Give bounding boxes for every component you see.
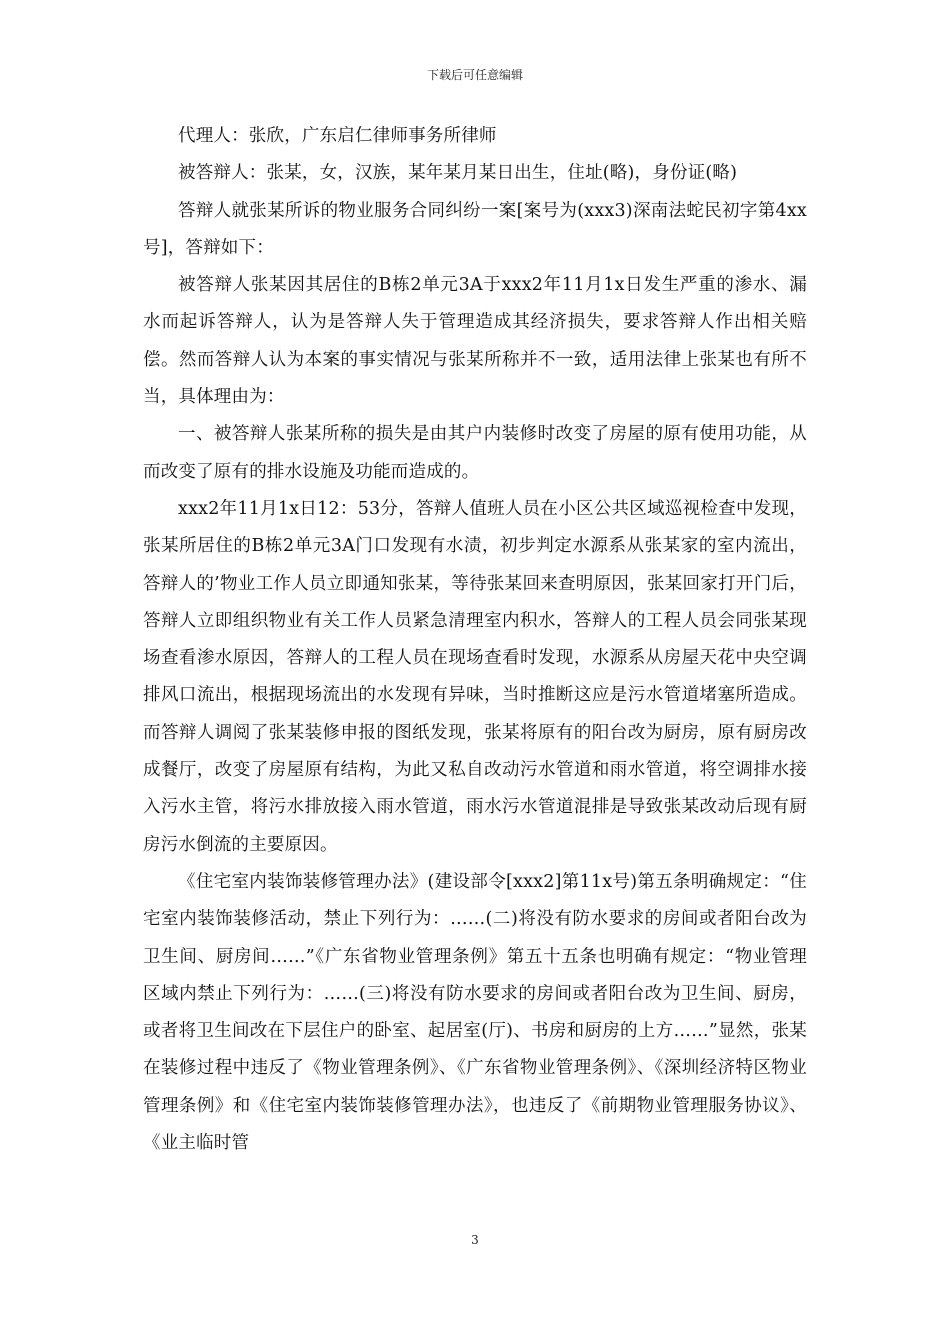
paragraph-incident-facts: xxx2年11月1x日12：53分，答辩人值班人员在小区公共区域巡视检查中发现，张某所居住的B栋2单元3A门口发现有水渍，初步判定水源系从张某家的室内流出，答辩人的’物业工作人员立即通知张某，等待张某回来查明原因，张某回家打开门后，答辩人立即组织物业有关工作人员紧急清理室内积水，答辩人的工程人员会同张某现场查看渗水原因，答辩人的工程人员在现场查看时发现，水源系从房屋天花中央空调排风口流出，根据现场流出的水发现有异味，当时推断这应是污水管道堵塞所造成。而答辩人调阅了张某装修申报的图纸发现，张某将原有的阳台改为厨房，原有厨房改成餐厅，改变了房屋原有结构，为此又私自改动污水管道和雨水管道，将空调排水接入污水主管，将污水排放接入雨水管道，雨水污水管道混排是导致张某改动后现有厨房污水倒流的主要原因。 bbox=[143, 498, 807, 855]
paragraph-legal-basis: 《住宅室内装饰装修管理办法》(建设部令[xxx2]第11x号)第五条明确规定：“住宅室内装饰装修活动，禁止下列行为：……(二)将没有防水要求的房间或者阳台改为卫生间、厨房间……”《广东省物业管理条例》第五十五条也明确有规定：“物业管理区域内禁止下列行为：……(三)将没有防水要求的房间或者阳台改为卫生间、厨房，或者将卫生间改在下层住户的卧室、起居室(厅)、书房和厨房的上方……”显然，张某在装修过程中违反了《物业管理条例》、《广东省物业管理条例》、《深圳经济特区物业管理条例》和《住宅室内装饰装修管理办法》，也违反了《前期物业管理服务协议》、《业主临时管 bbox=[143, 871, 807, 1154]
paragraph-case-intro: 答辩人就张某所诉的物业服务合同纠纷一案[案号为(xxx3)深南法蛇民初字第4xx号]，答辩如下： bbox=[143, 200, 807, 258]
paragraph-reason-one: 一、被答辩人张某所称的损失是由其户内装修时改变了房屋的原有使用功能，从而改变了原有的排水设施及功能而造成的。 bbox=[143, 424, 807, 482]
document-body bbox=[143, 118, 807, 1162]
paragraph-respondent-info: 被答辩人：张某，女，汉族，某年某月某日出生，住址(略)，身份证(略) bbox=[178, 163, 738, 184]
paragraph-claim-summary: 被答辩人张某因其居住的B栋2单元3A于xxx2年11月1x日发生严重的渗水、漏水而起诉答辩人，认为是答辩人失于管理造成其经济损失，要求答辩人作出相关赔偿。然而答辩人认为本案的事实情况与张某所称并不一致，适用法律上张某也有所不当，具体理由为： bbox=[143, 275, 807, 408]
paragraph-agent: 代理人：张欣，广东启仁律师事务所律师 bbox=[178, 126, 497, 146]
page-header: 下载后可任意编辑 bbox=[426, 68, 523, 82]
page-number: 3 bbox=[471, 1233, 479, 1247]
